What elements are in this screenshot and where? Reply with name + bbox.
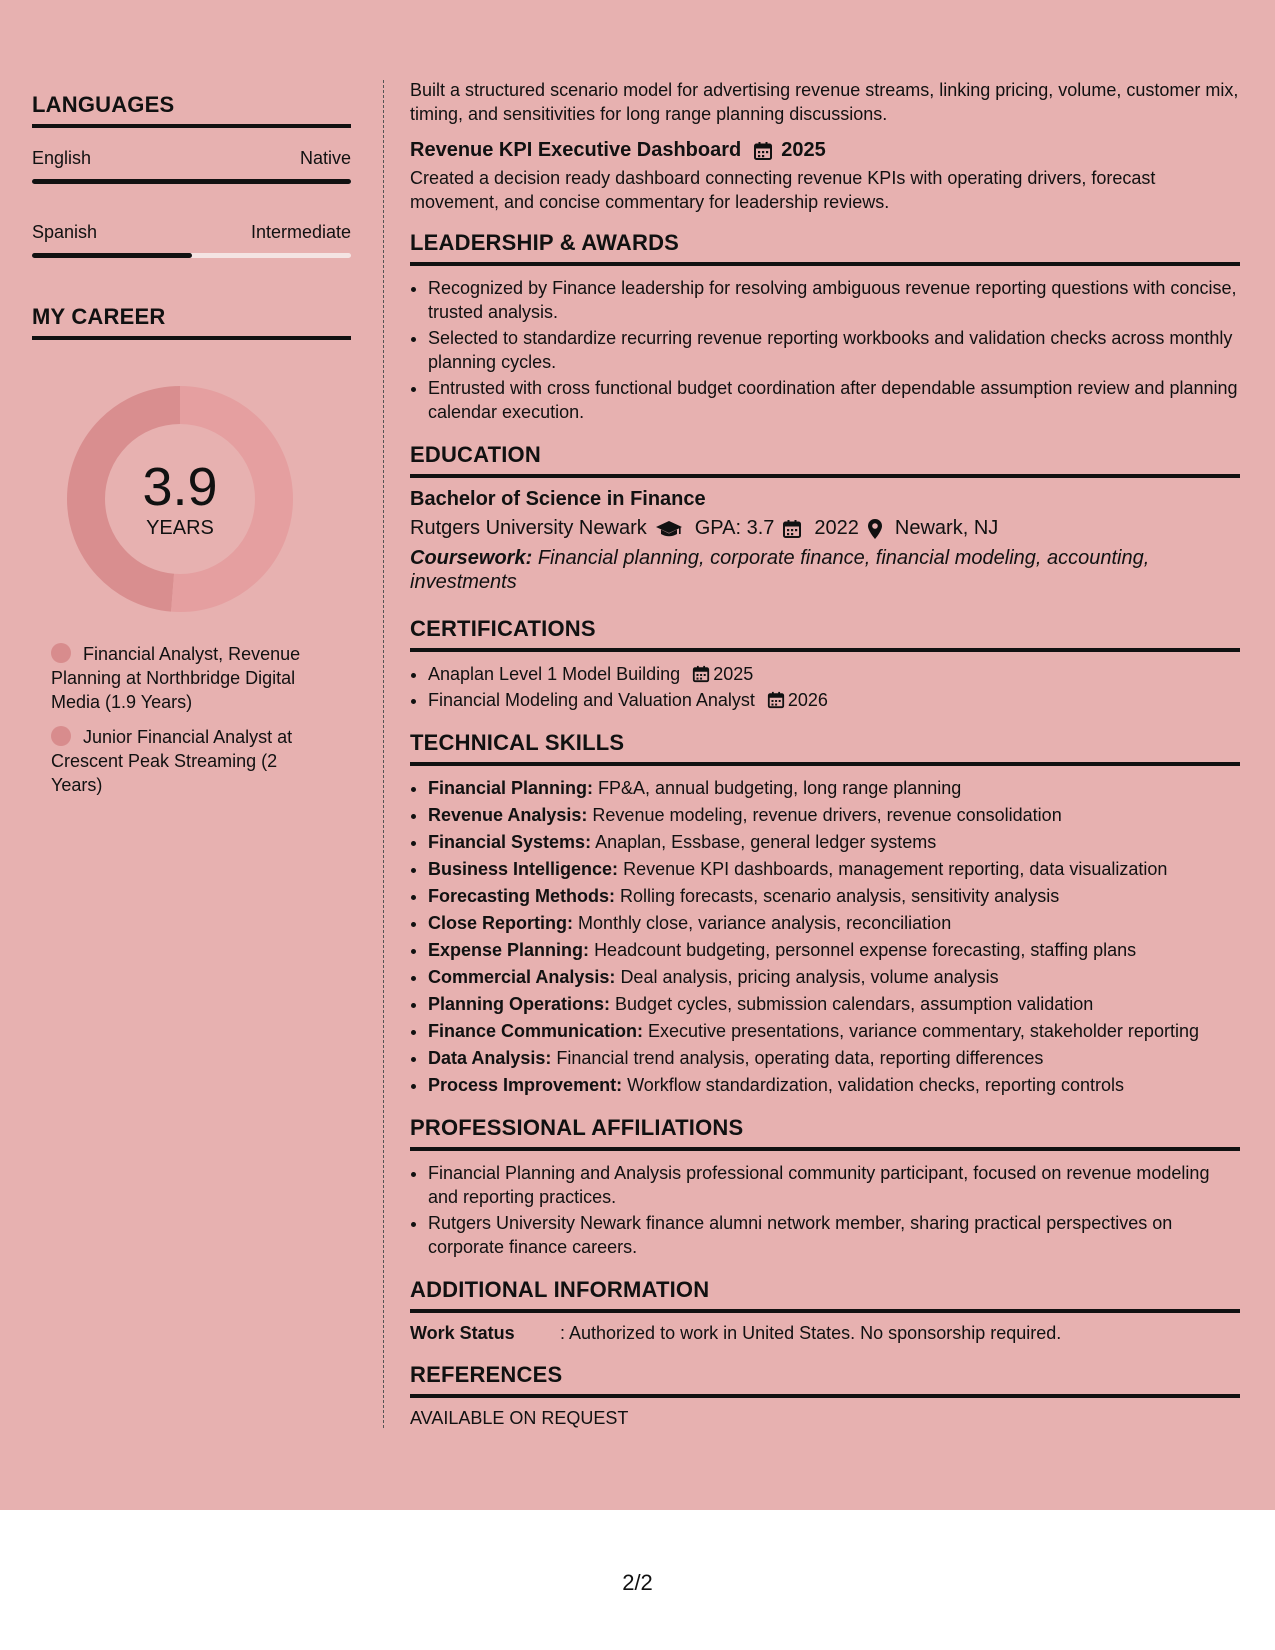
certification-item: [428, 688, 1240, 712]
work-status-value: : Authorized to work in United States. No sponsorship required.: [560, 1323, 1062, 1343]
skill-value: Workflow standardization, validation checks, reporting controls: [627, 1075, 1125, 1095]
education-year: 2022: [814, 517, 859, 539]
leadership-title: LEADERSHIP & AWARDS: [410, 230, 1240, 266]
skill-item: [428, 830, 1240, 854]
leadership-list: [410, 276, 1240, 424]
education-location: Newark, NJ: [894, 517, 999, 539]
skill-value: FP&A, annual budgeting, long range planning: [598, 778, 962, 798]
coursework-label: Coursework:: [410, 547, 533, 569]
language-item-spanish: [32, 222, 351, 258]
skill-value: Monthly close, variance analysis, reconciliation: [578, 913, 952, 933]
skill-value: Revenue modeling, revenue drivers, revenue consolidation: [592, 805, 1062, 825]
education-school: Rutgers University Newark: [410, 517, 647, 539]
skill-item: [428, 884, 1240, 908]
language-level: Intermediate: [250, 222, 351, 242]
certification-year: 2026: [787, 690, 828, 710]
leadership-item: • Selected to standardize recurring revenue reporting workbooks and validation checks across monthly planning cycles.: [428, 326, 1240, 374]
education-details: [410, 517, 1240, 540]
skill-item: [428, 992, 1240, 1016]
certifications-title: CERTIFICATIONS: [410, 616, 1240, 652]
skill-label: Process Improvement:: [428, 1075, 623, 1095]
skill-item: [428, 803, 1240, 827]
skill-value: Budget cycles, submission calendars, assumption validation: [615, 994, 1094, 1014]
skill-label: Financial Systems:: [428, 832, 592, 852]
certifications-list: [410, 662, 1240, 712]
additional-info-title: ADDITIONAL INFORMATION: [410, 1277, 1240, 1313]
skill-item: [428, 776, 1240, 800]
skill-value: Executive presentations, variance commentary, stakeholder reporting: [648, 1021, 1199, 1041]
language-proficiency-fill: [32, 179, 351, 184]
project-heading: [410, 139, 1240, 162]
column-divider: [383, 80, 384, 1428]
skill-label: Commercial Analysis:: [428, 967, 616, 987]
language-proficiency-bar: [32, 253, 351, 258]
affiliations-list: [410, 1161, 1240, 1259]
leadership-item: • Entrusted with cross functional budget coordination after dependable assumption review and planning calendar execution.: [428, 376, 1240, 424]
work-status-label: Work Status: [410, 1323, 515, 1343]
skill-item: [428, 911, 1240, 935]
project-description: Created a decision ready dashboard connecting revenue KPIs with operating drivers, forecast movement, and concise commentary for leadership reviews.: [410, 168, 1156, 212]
skill-label: Forecasting Methods:: [428, 886, 616, 906]
graduation-cap-icon: [655, 519, 683, 539]
calendar-icon: [782, 519, 802, 539]
right-column: [410, 78, 1240, 1429]
career-title: MY CAREER: [32, 304, 351, 340]
references-text: AVAILABLE ON REQUEST: [410, 1408, 629, 1428]
language-proficiency-bar: [32, 179, 351, 184]
education-coursework: [410, 546, 1240, 594]
calendar-icon: [753, 141, 773, 161]
skill-value: Deal analysis, pricing analysis, volume analysis: [620, 967, 999, 987]
coursework-text: Financial planning, corporate finance, financial modeling, accounting, investments: [410, 547, 1150, 593]
project-intro-text: Built a structured scenario model for advertising revenue streams, linking pricing, volume, customer mix, timing, and sensitivities for long range planning discussions.: [410, 80, 1239, 124]
skill-label: Data Analysis:: [428, 1048, 552, 1068]
skills-title: TECHNICAL SKILLS: [410, 730, 1240, 766]
career-item: [51, 642, 321, 714]
skill-label: Close Reporting:: [428, 913, 574, 933]
language-name: Spanish: [32, 222, 98, 242]
career-legend-dot: [51, 643, 71, 663]
career-donut-chart: [65, 384, 295, 614]
education-gpa: GPA: 3.7: [694, 517, 775, 539]
languages-title: LANGUAGES: [32, 92, 351, 128]
skill-value: Anaplan, Essbase, general ledger systems: [595, 832, 937, 852]
skill-label: Revenue Analysis:: [428, 805, 588, 825]
skill-label: Finance Communication:: [428, 1021, 644, 1041]
affiliation-item: • Financial Planning and Analysis professional community participant, focused on revenue modeling and reporting practices.: [428, 1161, 1240, 1209]
skill-label: Business Intelligence:: [428, 859, 619, 879]
career-item-text: Financial Analyst, Revenue Planning at Northbridge Digital Media (1.9 Years): [51, 644, 301, 712]
career-list: [51, 642, 321, 797]
education-degree: Bachelor of Science in Finance: [410, 488, 706, 510]
skill-item: [428, 857, 1240, 881]
skills-list: [410, 776, 1240, 1097]
skill-item: [428, 1046, 1240, 1070]
career-item-text: Junior Financial Analyst at Crescent Peak Streaming (2 Years): [51, 727, 293, 795]
skill-item: [428, 1073, 1240, 1097]
certification-name: • Anaplan Level 1 Model Building: [428, 664, 681, 684]
certification-item: [428, 662, 1240, 686]
skill-value: Financial trend analysis, operating data, reporting differences: [556, 1048, 1044, 1068]
skill-item: [428, 938, 1240, 962]
affiliation-item: • Rutgers University Newark finance alumni network member, sharing practical perspectives on corporate finance careers.: [428, 1211, 1240, 1259]
location-pin-icon: [867, 518, 883, 540]
language-item-english: [32, 148, 351, 184]
project-title: Revenue KPI Executive Dashboard: [410, 139, 742, 161]
skill-label: Planning Operations:: [428, 994, 611, 1014]
certification-year: 2025: [713, 664, 754, 684]
references-title: REFERENCES: [410, 1362, 1240, 1398]
career-total-number: 3.9: [142, 456, 218, 517]
calendar-icon: [767, 691, 785, 709]
skill-label: Financial Planning:: [428, 778, 594, 798]
certification-name: • Financial Modeling and Valuation Analyst: [428, 690, 755, 710]
skill-value: Rolling forecasts, scenario analysis, sensitivity analysis: [620, 886, 1060, 906]
skill-value: Revenue KPI dashboards, management reporting, data visualization: [623, 859, 1168, 879]
skill-item: [428, 965, 1240, 989]
language-proficiency-fill: [32, 253, 192, 258]
page-number: 2/2: [622, 1570, 653, 1595]
work-status-row: [410, 1323, 1240, 1344]
language-name: English: [32, 148, 92, 168]
left-column: [32, 92, 351, 808]
skill-value: Headcount budgeting, personnel expense forecasting, staffing plans: [594, 940, 1137, 960]
education-title: EDUCATION: [410, 442, 1240, 478]
skill-label: Expense Planning:: [428, 940, 590, 960]
skill-item: [428, 1019, 1240, 1043]
affiliations-title: PROFESSIONAL AFFILIATIONS: [410, 1115, 1240, 1151]
project-year: 2025: [781, 139, 826, 161]
calendar-icon: [692, 665, 710, 683]
career-item: [51, 725, 321, 797]
leadership-item: • Recognized by Finance leadership for resolving ambiguous revenue reporting questions with concise, trusted analysis.: [428, 276, 1240, 324]
career-legend-dot: [51, 726, 71, 746]
language-level: Native: [299, 148, 351, 168]
career-total-unit: YEARS: [146, 516, 214, 539]
